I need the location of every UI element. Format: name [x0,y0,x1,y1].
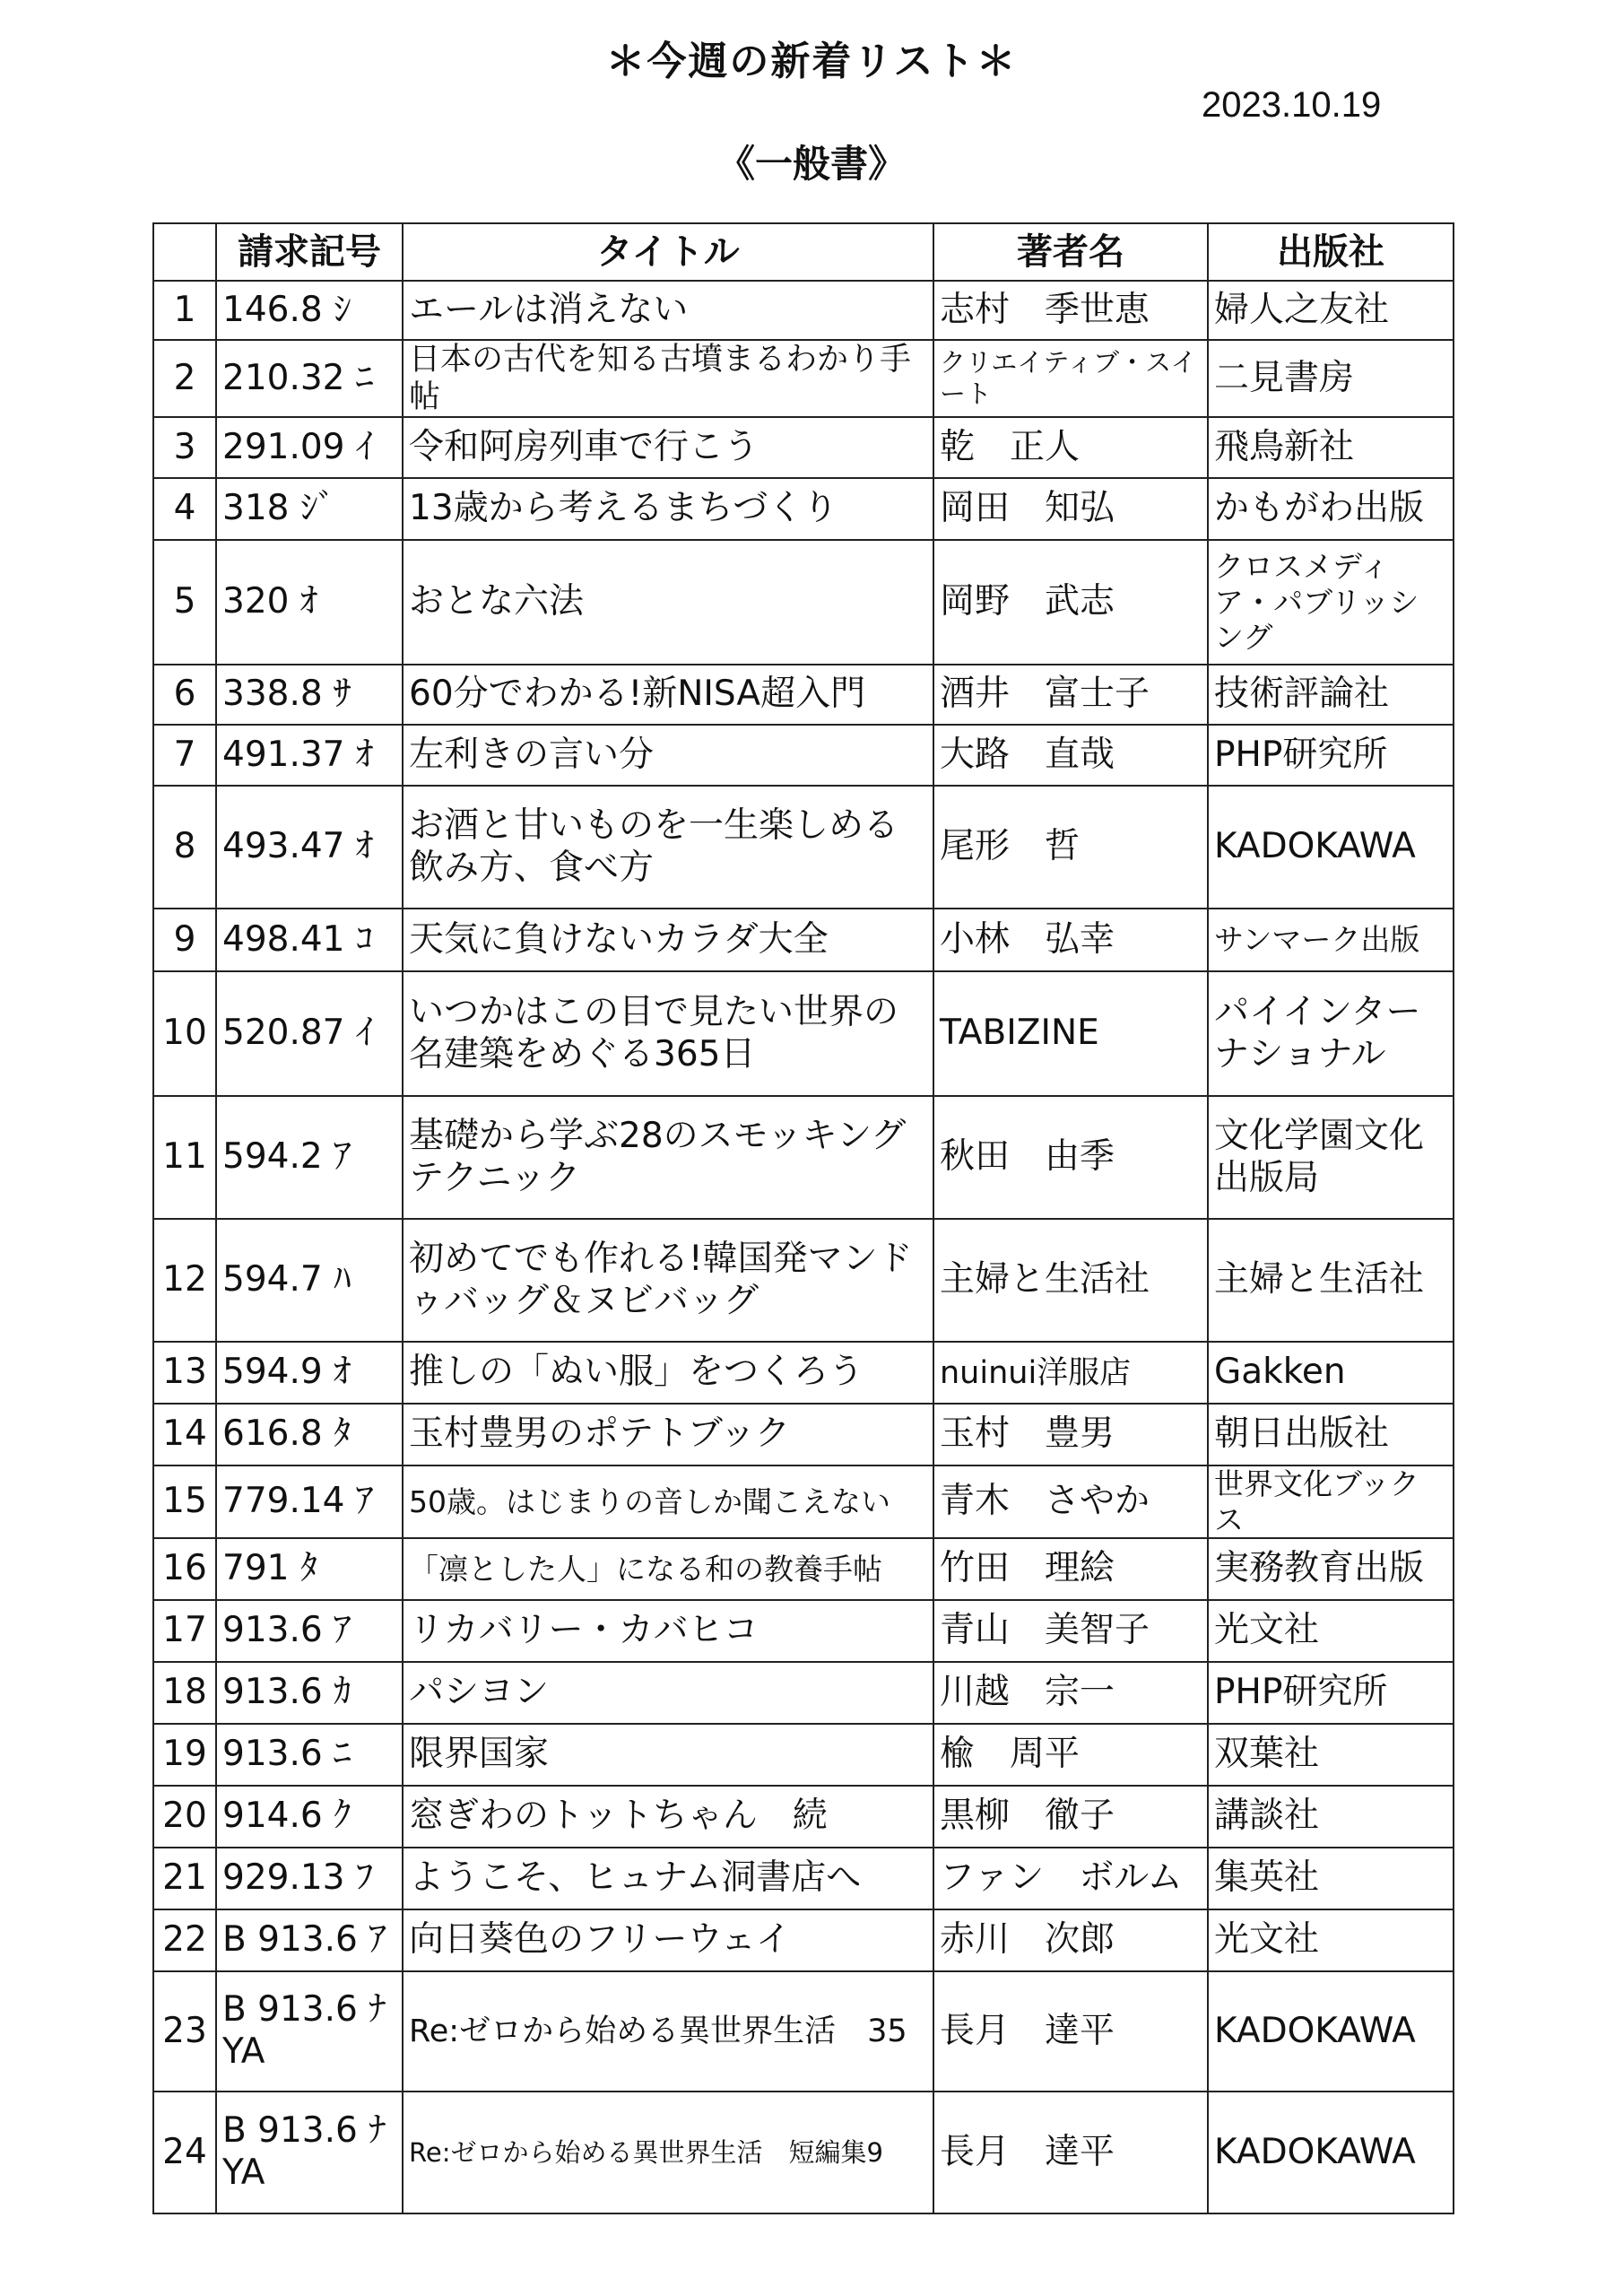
row-number: 14 [153,1404,216,1465]
category-heading: 《一般書》 [716,142,906,186]
book-title: 向日葵色のフリーウェイ [403,1909,933,1971]
book-title: 限界国家 [403,1724,933,1786]
call-number: 291.09 ｲ [216,417,403,478]
publisher-name: KADOKAWA [1208,1971,1454,2092]
table-header-row [153,223,1454,281]
row-number: 2 [153,340,216,417]
table-row [153,665,1454,725]
table-row [153,2092,1454,2213]
book-title: Re:ゼロから始める異世界生活 短編集9 [403,2092,933,2213]
book-title: リカバリー・カバヒコ [403,1600,933,1662]
book-title: ようこそ、ヒュナム洞書店へ [403,1848,933,1909]
row-number: 9 [153,909,216,971]
publisher-name: KADOKAWA [1208,2092,1454,2213]
book-title: お酒と甘いものを一生楽しめる飲み方、食べ方 [403,786,933,909]
table-row [153,1786,1454,1848]
author-name: ファン ボルム [933,1848,1208,1909]
publisher-name: 講談社 [1208,1786,1454,1848]
column-header-publisher: 出版社 [1208,223,1454,281]
book-title: 50歳。はじまりの音しか聞こえない [403,1465,933,1538]
table-row [153,971,1454,1096]
book-title: いつかはこの目で見たい世界の名建築をめぐる365日 [403,971,933,1096]
table-row [153,1219,1454,1342]
table-row [153,1724,1454,1786]
row-number: 8 [153,786,216,909]
book-title: 日本の古代を知る古墳まるわかり手帖 [403,340,933,417]
row-number: 5 [153,540,216,665]
call-number: 913.6 ﾆ [216,1724,403,1786]
publisher-name: サンマーク出版 [1208,909,1454,971]
table-row [153,1342,1454,1404]
publisher-name: 世界文化ブックス [1208,1465,1454,1538]
call-number: 498.41 ｺ [216,909,403,971]
call-number: 338.8 ｻ [216,665,403,725]
row-number: 20 [153,1786,216,1848]
book-title: パシヨン [403,1662,933,1724]
publisher-name: PHP研究所 [1208,725,1454,786]
author-name: 岡野 武志 [933,540,1208,665]
publisher-name: パイインターナショナル [1208,971,1454,1096]
call-number: 779.14 ｱ [216,1465,403,1538]
table-row [153,417,1454,478]
publisher-name: PHP研究所 [1208,1662,1454,1724]
row-number: 24 [153,2092,216,2213]
author-name: 小林 弘幸 [933,909,1208,971]
table-row [153,540,1454,665]
table-row [153,340,1454,417]
book-title: 基礎から学ぶ28のスモッキングテクニック [403,1096,933,1219]
book-title: おとな六法 [403,540,933,665]
publisher-name: 実務教育出版 [1208,1538,1454,1600]
call-number: 146.8 ｼ [216,281,403,340]
row-number: 22 [153,1909,216,1971]
author-name: 岡田 知弘 [933,478,1208,540]
column-header-author: 著者名 [933,223,1208,281]
column-header-call-number: 請求記号 [216,223,403,281]
book-title: Re:ゼロから始める異世界生活 35 [403,1971,933,2092]
table-row [153,281,1454,340]
book-title: 窓ぎわのトットちゃん 続 [403,1786,933,1848]
row-number: 16 [153,1538,216,1600]
call-number: 594.9 ｵ [216,1342,403,1404]
row-number: 10 [153,971,216,1096]
call-number: 913.6 ｶ [216,1662,403,1724]
table-row [153,1465,1454,1538]
table-row [153,1971,1454,2092]
table-row [153,1662,1454,1724]
row-number: 3 [153,417,216,478]
publisher-name: かもがわ出版 [1208,478,1454,540]
author-name: 主婦と生活社 [933,1219,1208,1342]
call-number: 616.8 ﾀ [216,1404,403,1465]
publisher-name: 二見書房 [1208,340,1454,417]
author-name: nuinui洋服店 [933,1342,1208,1404]
table-row [153,1909,1454,1971]
publisher-name: 飛鳥新社 [1208,417,1454,478]
column-header-title: タイトル [403,223,933,281]
row-number: 23 [153,1971,216,2092]
publisher-name: 光文社 [1208,1600,1454,1662]
page-title: ＊今週の新着リスト＊ [605,39,1018,84]
publisher-name: 主婦と生活社 [1208,1219,1454,1342]
call-number: B 913.6 ﾅ YA [216,1971,403,2092]
publisher-name: 婦人之友社 [1208,281,1454,340]
author-name: 赤川 次郎 [933,1909,1208,1971]
call-number: 791 ﾀ [216,1538,403,1600]
book-title: 60分でわかる!新NISA超入門 [403,665,933,725]
call-number: 493.47 ｵ [216,786,403,909]
author-name: 秋田 由季 [933,1096,1208,1219]
author-name: 青山 美智子 [933,1600,1208,1662]
call-number: 913.6 ｱ [216,1600,403,1662]
row-number: 18 [153,1662,216,1724]
call-number: 520.87 ｲ [216,971,403,1096]
book-title: 天気に負けないカラダ大全 [403,909,933,971]
author-name: 黒柳 徹子 [933,1786,1208,1848]
list-date: 2023.10.19 [1202,85,1382,125]
author-name: 大路 直哉 [933,725,1208,786]
row-number: 6 [153,665,216,725]
table-row [153,1600,1454,1662]
row-number: 12 [153,1219,216,1342]
row-number: 7 [153,725,216,786]
publisher-name: 朝日出版社 [1208,1404,1454,1465]
publisher-name: 文化学園文化出版局 [1208,1096,1454,1219]
row-number: 15 [153,1465,216,1538]
author-name: 酒井 富士子 [933,665,1208,725]
publisher-name: 双葉社 [1208,1724,1454,1786]
publisher-name: Gakken [1208,1342,1454,1404]
row-number: 4 [153,478,216,540]
book-title: 令和阿房列車で行こう [403,417,933,478]
call-number: 320 ｵ [216,540,403,665]
publisher-name: 集英社 [1208,1848,1454,1909]
table-row [153,1096,1454,1219]
publisher-name: 技術評論社 [1208,665,1454,725]
table-row [153,1404,1454,1465]
author-name: 竹田 理絵 [933,1538,1208,1600]
author-name: 川越 宗一 [933,1662,1208,1724]
new-arrivals-table [152,222,1454,2214]
publisher-name: クロスメディア・パブリッシング [1208,540,1454,665]
row-number: 1 [153,281,216,340]
book-title: 「凛とした人」になる和の教養手帖 [403,1538,933,1600]
call-number: 929.13 ﾌ [216,1848,403,1909]
call-number: B 913.6 ｱ [216,1909,403,1971]
call-number: 594.7 ﾊ [216,1219,403,1342]
call-number: B 913.6 ﾅ YA [216,2092,403,2213]
book-title: 左利きの言い分 [403,725,933,786]
table-row [153,1848,1454,1909]
table-row [153,1538,1454,1600]
table-row [153,786,1454,909]
publisher-name: 光文社 [1208,1909,1454,1971]
book-title: エールは消えない [403,281,933,340]
row-number: 11 [153,1096,216,1219]
call-number: 594.2 ｱ [216,1096,403,1219]
author-name: 長月 達平 [933,1971,1208,2092]
author-name: 尾形 哲 [933,786,1208,909]
author-name: 志村 季世恵 [933,281,1208,340]
table-row [153,909,1454,971]
author-name: クリエイティブ・スイート [933,340,1208,417]
book-title: 玉村豊男のポテトブック [403,1404,933,1465]
author-name: 乾 正人 [933,417,1208,478]
publisher-name: KADOKAWA [1208,786,1454,909]
row-number: 17 [153,1600,216,1662]
column-header-number [153,223,216,281]
call-number: 491.37 ｵ [216,725,403,786]
book-title: 13歳から考えるまちづくり [403,478,933,540]
author-name: 長月 達平 [933,2092,1208,2213]
call-number: 914.6 ｸ [216,1786,403,1848]
table-row [153,478,1454,540]
book-title: 推しの「ぬい服」をつくろう [403,1342,933,1404]
author-name: 楡 周平 [933,1724,1208,1786]
author-name: 玉村 豊男 [933,1404,1208,1465]
table-row [153,725,1454,786]
book-title: 初めてでも作れる!韓国発マンドゥバッグ＆ヌビバッグ [403,1219,933,1342]
row-number: 13 [153,1342,216,1404]
row-number: 19 [153,1724,216,1786]
row-number: 21 [153,1848,216,1909]
author-name: 青木 さやか [933,1465,1208,1538]
author-name: TABIZINE [933,971,1208,1096]
call-number: 318 ｼﾞ [216,478,403,540]
call-number: 210.32 ﾆ [216,340,403,417]
